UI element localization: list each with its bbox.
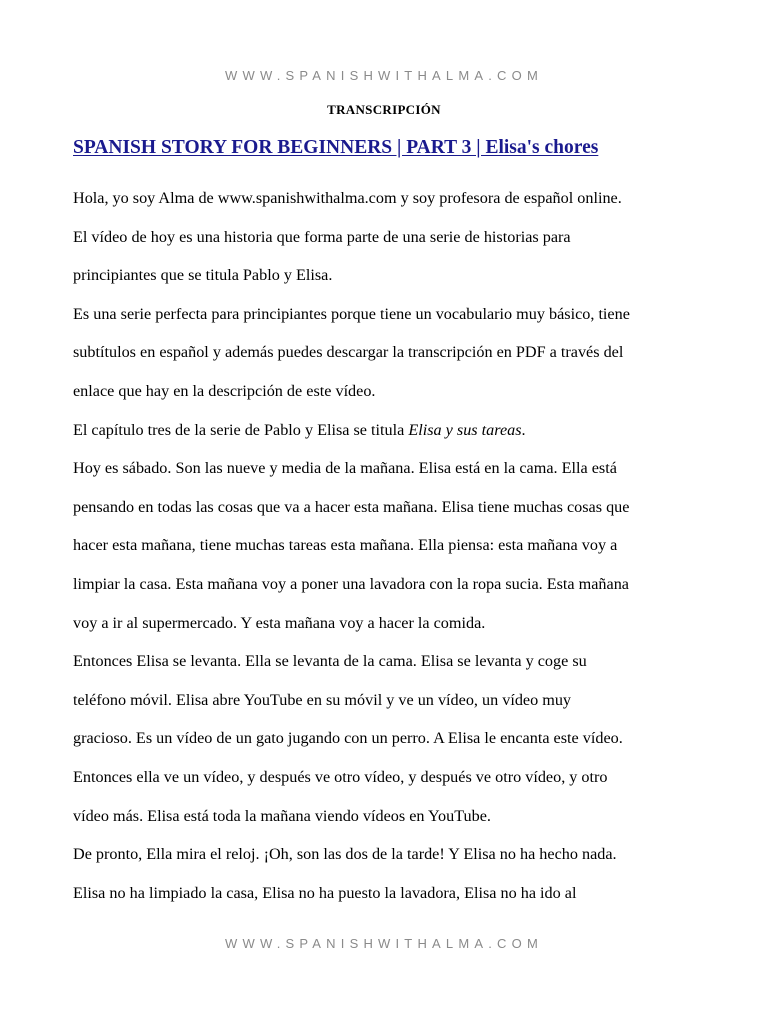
transcript-line: Hoy es sábado. Son las nueve y media de la mañana. Elisa está en la cama. Ella está: [73, 459, 617, 478]
chapter-text: El capítulo tres de la serie de Pablo y Elisa se titula: [73, 420, 405, 439]
transcript-line: Es una serie perfecta para principiantes porque tiene un vocabulario muy básico, tiene: [73, 304, 630, 323]
transcript-line: pensando en todas las cosas que va a hacer esta mañana. Elisa tiene muchas cosas que: [73, 497, 630, 516]
transcript-line: El vídeo de hoy es una historia que forma parte de una serie de historias para: [73, 227, 571, 246]
transcript-line: voy a ir al supermercado. Y esta mañana voy a hacer la comida.: [73, 613, 486, 632]
transcript-line: Hola, yo soy Alma de www.spanishwithalma.com y soy profesora de español online.: [73, 189, 622, 207]
transcript-body: [73, 179, 713, 912]
transcript-line-chapter: [73, 411, 713, 450]
transcript-line: De pronto, Ella mira el reloj. ¡Oh, son las dos de la tarde! Y Elisa no ha hecho nada.: [73, 845, 617, 864]
transcript-line: vídeo más. Elisa está toda la mañana viendo vídeos en YouTube.: [73, 806, 491, 825]
transcript-line: Entonces ella ve un vídeo, y después ve otro vídeo, y después ve otro vídeo, y otro: [73, 767, 608, 786]
chapter-period: .: [521, 420, 526, 439]
transcript-line: Entonces Elisa se levanta. Ella se levanta de la cama. Elisa se levanta y coge su: [73, 652, 587, 671]
chapter-title-italic: Elisa y sus tareas: [408, 420, 522, 439]
transcript-line: gracioso. Es un vídeo de un gato jugando con un perro. A Elisa le encanta este vídeo.: [73, 729, 623, 748]
transcript-line: limpiar la casa. Esta mañana voy a poner una lavadora con la ropa sucia. Esta mañana: [73, 574, 629, 593]
transcript-line: subtítulos en español y además puedes descargar la transcripción en PDF a través del: [73, 343, 624, 362]
document-title: SPANISH STORY FOR BEGINNERS | PART 3 | Elisa's chores: [73, 137, 599, 158]
document-subtitle: TRANSCRIPCIÓN: [327, 102, 441, 117]
transcript-line: hacer esta mañana, tiene muchas tareas esta mañana. Ella piensa: esta mañana voy a: [73, 536, 618, 555]
transcript-line: teléfono móvil. Elisa abre YouTube en su móvil y ve un vídeo, un vídeo muy: [73, 690, 572, 709]
header-website: WWW.SPANISHWITHALMA.COM: [225, 68, 543, 83]
footer-website: WWW.SPANISHWITHALMA.COM: [225, 936, 543, 951]
transcript-line: enlace que hay en la descripción de este vídeo.: [73, 381, 376, 400]
transcript-line: Elisa no ha limpiado la casa, Elisa no ha puesto la lavadora, Elisa no ha ido al: [73, 883, 577, 902]
transcript-line: principiantes que se titula Pablo y Elisa.: [73, 266, 333, 285]
